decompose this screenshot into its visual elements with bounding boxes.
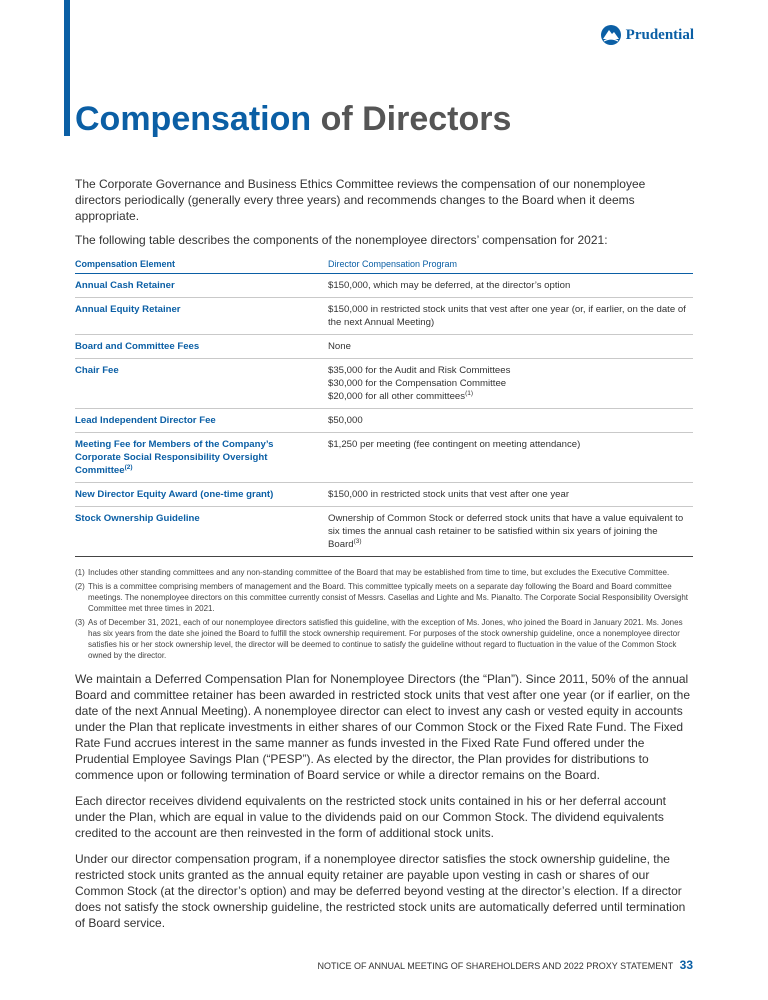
footnote-ref: (2) xyxy=(124,464,133,471)
program-cell xyxy=(328,359,693,409)
compensation-element-cell xyxy=(75,433,328,483)
page-number: 33 xyxy=(679,958,693,972)
program-line xyxy=(328,364,693,377)
intro-paragraph: The Corporate Governance and Business Ethics Committee reviews the compensation of our nonemployee directors periodically (generally every three years) and recommends changes to the Board when it deems appropriate. xyxy=(75,177,646,223)
program-line xyxy=(328,279,693,292)
compensation-element-cell xyxy=(75,507,328,557)
table-row xyxy=(75,409,693,433)
program-text: $20,000 for all other committees xyxy=(328,391,466,402)
footnote-text: As of December 31, 2021, each of our nonemployee directors satisfied this guideline, with the exception of Ms. Jones, who joined the Board in January 2021. Ms. Jones has six years from the date she joined the Board to fulfill the stock ownership requirement. For purposes of the stock ownership guideline, once a nonemployee director satisfies his or her stock ownership level, the director will be deemed to continue to satisfy the guideline without regard to fluctuation in the value of the Common Stock owned by the director. xyxy=(88,618,683,660)
compensation-element-cell xyxy=(75,483,328,507)
program-line xyxy=(328,414,693,427)
program-text: Ownership of Common Stock or deferred stock units that have a value equivalent to six times the annual cash retainer to be satisfied within six years of joining the Board xyxy=(328,513,684,550)
compensation-element-cell xyxy=(75,274,328,298)
footnotes xyxy=(75,567,693,661)
compensation-element-cell xyxy=(75,359,328,409)
footnote xyxy=(75,617,693,661)
compensation-element-text: Annual Equity Retainer xyxy=(75,304,181,315)
footnote-ref: (1) xyxy=(465,390,474,397)
program-cell xyxy=(328,298,693,335)
program-cell xyxy=(328,507,693,557)
compensation-element-text: Board and Committee Fees xyxy=(75,341,200,352)
table-header-row xyxy=(75,256,693,274)
compensation-table xyxy=(75,256,693,557)
table-row xyxy=(75,483,693,507)
program-line xyxy=(328,512,693,551)
footnote-text: Includes other standing committees and any non-standing committee of the Board that may be established from time to time, but excludes the Executive Committee. xyxy=(88,568,670,577)
accent-bar xyxy=(64,0,70,136)
program-text: $150,000 in restricted stock units that vest after one year (or, if earlier, on the date of the next Annual Meeting) xyxy=(328,304,686,328)
table-row xyxy=(75,298,693,335)
compensation-element-cell xyxy=(75,335,328,359)
column-header-program: Director Compensation Program xyxy=(328,256,693,274)
compensation-element-text: Chair Fee xyxy=(75,365,119,376)
table-row xyxy=(75,335,693,359)
footnote-text: This is a committee comprising members of management and the Board. This committee typically meets on a separate day following the Board and Board committee meetings. The nonemployee directors on this committee currently consist of Messrs. Casellas and Lighte and Ms. Pianalto. The Corporate Social Responsibility Oversight Committee met three times in 2021. xyxy=(88,582,688,613)
program-text: $30,000 for the Compensation Committee xyxy=(328,378,507,389)
rock-logo-icon xyxy=(600,24,622,46)
prudential-logo xyxy=(600,24,694,46)
footnote-ref: (3) xyxy=(353,538,362,545)
compensation-element-cell xyxy=(75,409,328,433)
table-row xyxy=(75,507,693,557)
footer-text: NOTICE OF ANNUAL MEETING OF SHAREHOLDERS AND 2022 PROXY STATEMENT xyxy=(317,961,674,971)
body-paragraph: We maintain a Deferred Compensation Plan for Nonemployee Directors (the “Plan”). Since 2011, 50% of the annual Board and committee retainer has been awarded in restricted stock units that vest after one year (or if earlier, on the date of the next Annual Meeting). A nonemployee director can elect to invest any cash or vested equity in accounts under the Plan that replicate investments in either shares of our Common Stock or the Fixed Rate Fund. The Fixed Rate Fund accrues interest in the same manner as funds invested in the Fixed Rate Fund offered under the Prudential Employee Savings Plan (“PESP”). As elected by the director, the Plan provides for distributions to commence upon or following termination of Board service or while a director remains on the Board. xyxy=(75,672,690,782)
main-content xyxy=(75,176,693,931)
logo-text: Prudential xyxy=(625,26,694,43)
page-title xyxy=(75,100,511,139)
program-text: $150,000 in restricted stock units that vest after one year xyxy=(328,489,570,500)
footnote xyxy=(75,567,693,578)
program-line xyxy=(328,377,693,390)
program-text: $1,250 per meeting (fee contingent on meeting attendance) xyxy=(328,439,581,450)
program-text: $35,000 for the Audit and Risk Committees xyxy=(328,365,511,376)
program-cell xyxy=(328,335,693,359)
compensation-element-text: Stock Ownership Guideline xyxy=(75,513,200,524)
body-paragraph: Each director receives dividend equivalents on the restricted stock units contained in his or her deferral account under the Plan, which are equal in value to the dividends paid on our Common Stock. The dividend equivalents credited to the account are then reinvested in the form of additional stock units. xyxy=(75,794,666,840)
compensation-element-text: Meeting Fee for Members of the Company’s Corporate Social Responsibility Oversight Committee xyxy=(75,439,274,476)
title-part-2: of Directors xyxy=(320,100,512,138)
program-cell xyxy=(328,483,693,507)
body-paragraph: Under our director compensation program, if a nonemployee director satisfies the stock ownership guideline, the restricted stock units granted as the annual equity retainer are payable upon vesting in cash or shares of our Common Stock (at the director’s option) and may be deferred beyond vesting at the director’s election. If a director does not satisfy the stock ownership guideline, the restricted stock units are automatically deferred until termination of Board service. xyxy=(75,852,686,930)
program-text: $150,000, which may be deferred, at the director’s option xyxy=(328,280,571,291)
program-text: $50,000 xyxy=(328,415,363,426)
program-line xyxy=(328,390,693,403)
table-row xyxy=(75,359,693,409)
footnote xyxy=(75,581,693,614)
compensation-element-text: Lead Independent Director Fee xyxy=(75,415,216,426)
table-row xyxy=(75,274,693,298)
program-cell xyxy=(328,274,693,298)
program-line xyxy=(328,340,693,353)
table-intro: The following table describes the components of the nonemployee directors’ compensation for 2021: xyxy=(75,233,608,247)
footnote-number: (3) xyxy=(75,618,85,627)
program-cell xyxy=(328,433,693,483)
compensation-element-cell xyxy=(75,298,328,335)
footnote-number: (2) xyxy=(75,582,85,591)
program-line xyxy=(328,488,693,501)
program-line xyxy=(328,438,693,451)
compensation-element-text: Annual Cash Retainer xyxy=(75,280,175,291)
column-header-element: Compensation Element xyxy=(75,256,328,274)
program-cell xyxy=(328,409,693,433)
footnote-number: (1) xyxy=(75,568,85,577)
page-footer xyxy=(318,958,693,972)
program-text: None xyxy=(328,341,351,352)
program-line xyxy=(328,303,693,329)
table-row xyxy=(75,433,693,483)
title-part-1: Compensation xyxy=(75,100,312,138)
compensation-element-text: New Director Equity Award (one-time grant) xyxy=(75,489,274,500)
body-paragraphs xyxy=(75,671,693,931)
